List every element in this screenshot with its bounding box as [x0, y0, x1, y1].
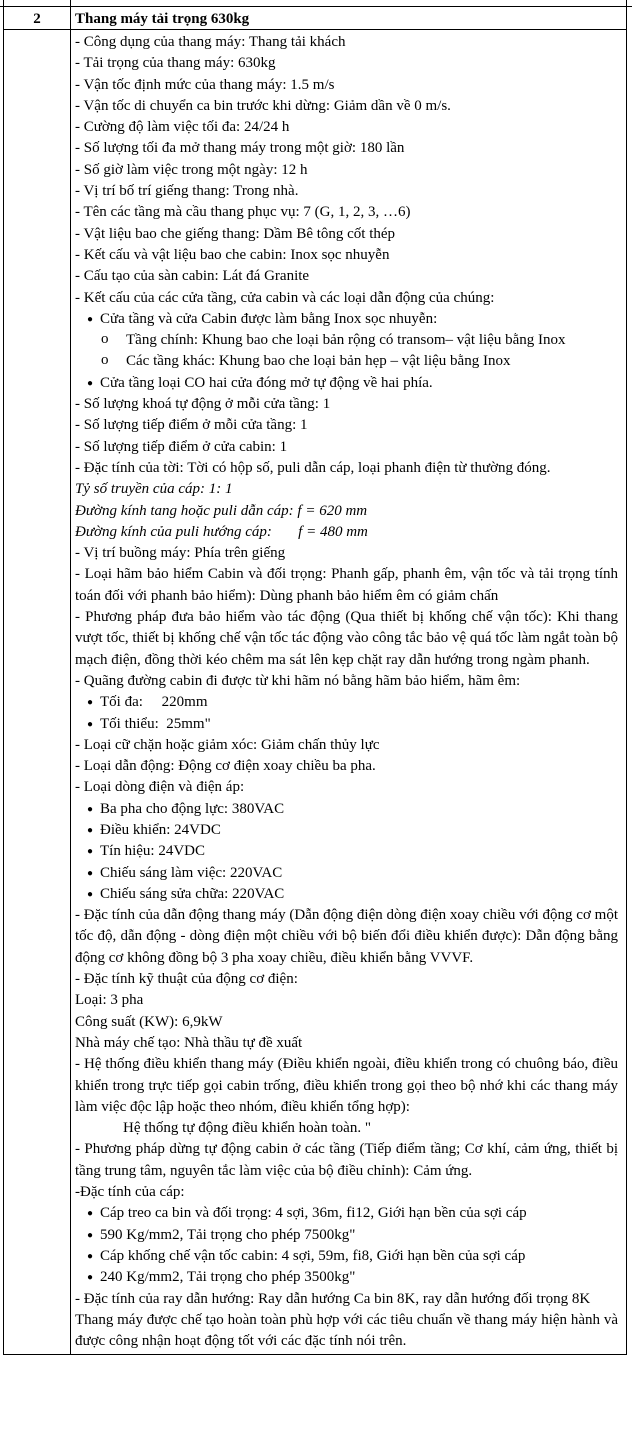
spec-line: - Số lượng khoá tự động ở mỗi cửa tầng: 1 — [75, 396, 331, 413]
bullet-item: ● Cáp khống chế vận tốc cabin: 4 sợi, 59m, fi8, Giới hạn bền của sợi cáp — [75, 1246, 618, 1267]
sub-item: o Tầng chính: Khung bao che loại bản rộng có transom– vật liệu bằng Inox — [75, 330, 618, 351]
spec-line: - Loại hãm bảo hiểm Cabin và đối trọng: Phanh gấp, phanh êm, vận tốc và tải trọng tính toán đối với phanh bảo hiểm): Dùng phanh bảo hiểm êm có giảm chấn — [75, 566, 618, 604]
spec-line: - Cường độ làm việc tối đa: 24/24 h — [75, 119, 290, 136]
bullet-item: ● Ba pha cho động lực: 380VAC — [75, 799, 618, 820]
spec-line: - Vị trí bố trí giếng thang: Trong nhà. — [75, 183, 299, 200]
spec-line: Loại: 3 pha — [75, 992, 144, 1009]
content-row — [4, 30, 627, 1355]
spec-line: - Công dụng của thang máy: Thang tải khách — [75, 34, 346, 50]
bullet-item: ● 590 Kg/mm2, Tải trọng cho phép 7500kg" — [75, 1225, 618, 1246]
spec-line: Thang máy được chế tạo hoàn toàn phù hợp với các tiêu chuẩn về thang máy hiện hành và được công nhận hoạt động tốt với các đặc tính nói trên. — [75, 1311, 618, 1350]
spec-table — [3, 6, 627, 1355]
row-title: Thang máy tải trọng 630kg — [71, 7, 627, 30]
spec-line: - Tải trọng của thang máy: 630kg — [75, 55, 276, 72]
bullet-item: ● Chiếu sáng sửa chữa: 220VAC — [75, 884, 618, 905]
bullet-item: ● Tối đa: 220mm — [75, 692, 618, 713]
voltage-list — [75, 799, 618, 905]
empty-number-cell — [4, 30, 71, 1355]
spec-line: - Đặc tính của dẫn động thang máy (Dẫn động điện dòng điện xoay chiều với động cơ một tốc độ, dẫn động - dòng điện một chiều với bộ biến đổi điều khiển được): Dẫn động bằng động cơ không đồng bộ 3 pha xoay chiều, điều khiển bằng VVVF. — [75, 907, 618, 966]
sub-item: o Các tầng khác: Khung bao che loại bản hẹp – vật liệu bằng Inox — [75, 351, 618, 372]
spec-line: - Phương pháp đưa bảo hiểm vào tác động (Qua thiết bị khống chế vận tốc): Khi thang vượt tốc, thiết bị khống chế vận tốc tác động vào công tắc bảo vệ quá tốc làm ngắt toàn bộ mạch điện, đồng thời kéo chêm ma sát lên kẹp chặt ray dẫn hướng trong ngàm phanh. — [75, 609, 618, 668]
spec-line: Công suất (KW): 6,9kW — [75, 1013, 223, 1030]
bullet-item: ● Điều khiển: 24VDC — [75, 820, 618, 841]
spec-line: - Loại dòng điện và điện áp: — [75, 779, 245, 796]
spec-line: - Kết cấu và vật liệu bao che cabin: Inox sọc nhuyễn — [75, 246, 390, 263]
bullet-item: ● Cửa tầng và cửa Cabin được làm bằng Inox sọc nhuyễn: — [75, 309, 618, 330]
spec-line: - Số giờ làm việc trong một ngày: 12 h — [75, 161, 308, 178]
spec-line: - Tên các tầng mà cầu thang phục vụ: 7 (G, 1, 2, 3, …6) — [75, 204, 411, 221]
spec-line: - Đặc tính của tời: Tời có hộp số, puli dẫn cáp, loại phanh điện từ thường đóng. — [75, 459, 551, 476]
spec-line: Nhà máy chế tạo: Nhà thầu tự đề xuất — [75, 1034, 303, 1051]
spec-line: - Hệ thống điều khiển thang máy (Điều khiển ngoài, điều khiển trong có chuông báo, điều khiển trong trực tiếp gọi cabin trống, điều khiển trong gọi theo bộ nhớ khi các thang máy làm việc độc lập hoặc theo nhóm, điều khiển tổng hợp): — [75, 1056, 618, 1115]
italic-line: Đường kính của puli hướng cáp: f = 480 mm — [75, 523, 368, 540]
spec-line: - Đặc tính kỹ thuật của động cơ điện: — [75, 971, 298, 988]
cable-list — [75, 1203, 618, 1288]
bullet-item: ● Tín hiệu: 24VDC — [75, 841, 618, 862]
door-list — [75, 309, 618, 394]
italic-line: Tỷ số truyền của cáp: 1: 1 — [75, 481, 233, 498]
spec-line: - Loại cữ chặn hoặc giảm xóc: Giảm chấn thủy lực — [75, 736, 380, 753]
spec-line: - Kết cấu của các cửa tầng, cửa cabin và các loại dẫn động của chúng: — [75, 289, 495, 306]
spec-line: - Số lượng tiếp điểm ở cửa cabin: 1 — [75, 438, 288, 455]
bullet-item: ● Chiếu sáng làm việc: 220VAC — [75, 863, 618, 884]
spec-line: - Phương pháp dừng tự động cabin ở các tầng (Tiếp điểm tầng; Cơ khí, cảm ứng, thiết bị tầng trung tâm, nguyên tắc làm việc của bộ điều chỉnh): Cảm ứng. — [75, 1141, 618, 1179]
spec-line: - Số lượng tiếp điểm ở mỗi cửa tầng: 1 — [75, 417, 308, 434]
spec-line: - Số lượng tối đa mở thang máy trong một giờ: 180 lần — [75, 140, 405, 157]
row-number: 2 — [4, 7, 71, 30]
bullet-item: ● Cáp treo ca bin và đối trọng: 4 sợi, 36m, fi12, Giới hạn bền của sợi cáp — [75, 1203, 618, 1224]
spec-line: - Vận tốc di chuyển ca bin trước khi dừng: Giảm dần về 0 m/s. — [75, 97, 451, 114]
spec-line: - Vị trí buồng máy: Phía trên giếng — [75, 545, 286, 562]
bullet-item: ● Tối thiểu: 25mm" — [75, 714, 618, 735]
spec-line: -Đặc tính của cáp: — [75, 1184, 185, 1201]
spec-line: - Vật liệu bao che giếng thang: Dầm Bê tông cốt thép — [75, 225, 396, 242]
spec-line: - Loại dẫn động: Động cơ điện xoay chiều ba pha. — [75, 758, 376, 775]
spec-line: Hệ thống tự động điều khiển hoàn toàn. " — [123, 1120, 371, 1137]
spec-line: - Quãng đường cabin đi được từ khi hãm nó bằng hãm bảo hiểm, hãm êm: — [75, 672, 521, 689]
spec-line: - Đặc tính của ray dẫn hướng: Ray dẫn hướng Ca bin 8K, ray dẫn hướng đối trọng 8K — [75, 1290, 591, 1307]
italic-line: Đường kính tang hoặc puli dẫn cáp: f = 620 mm — [75, 502, 368, 519]
spec-line: - Vận tốc định mức của thang máy: 1.5 m/s — [75, 76, 335, 93]
header-row — [4, 7, 627, 30]
distance-list — [75, 692, 618, 735]
bullet-item: ● Cửa tầng loại CO hai cửa đóng mở tự động về hai phía. — [75, 373, 618, 394]
spec-line: - Cấu tạo của sàn cabin: Lát đá Granite — [75, 268, 310, 285]
bullet-item: ● 240 Kg/mm2, Tải trọng cho phép 3500kg" — [75, 1267, 618, 1288]
spec-content — [71, 30, 627, 1355]
